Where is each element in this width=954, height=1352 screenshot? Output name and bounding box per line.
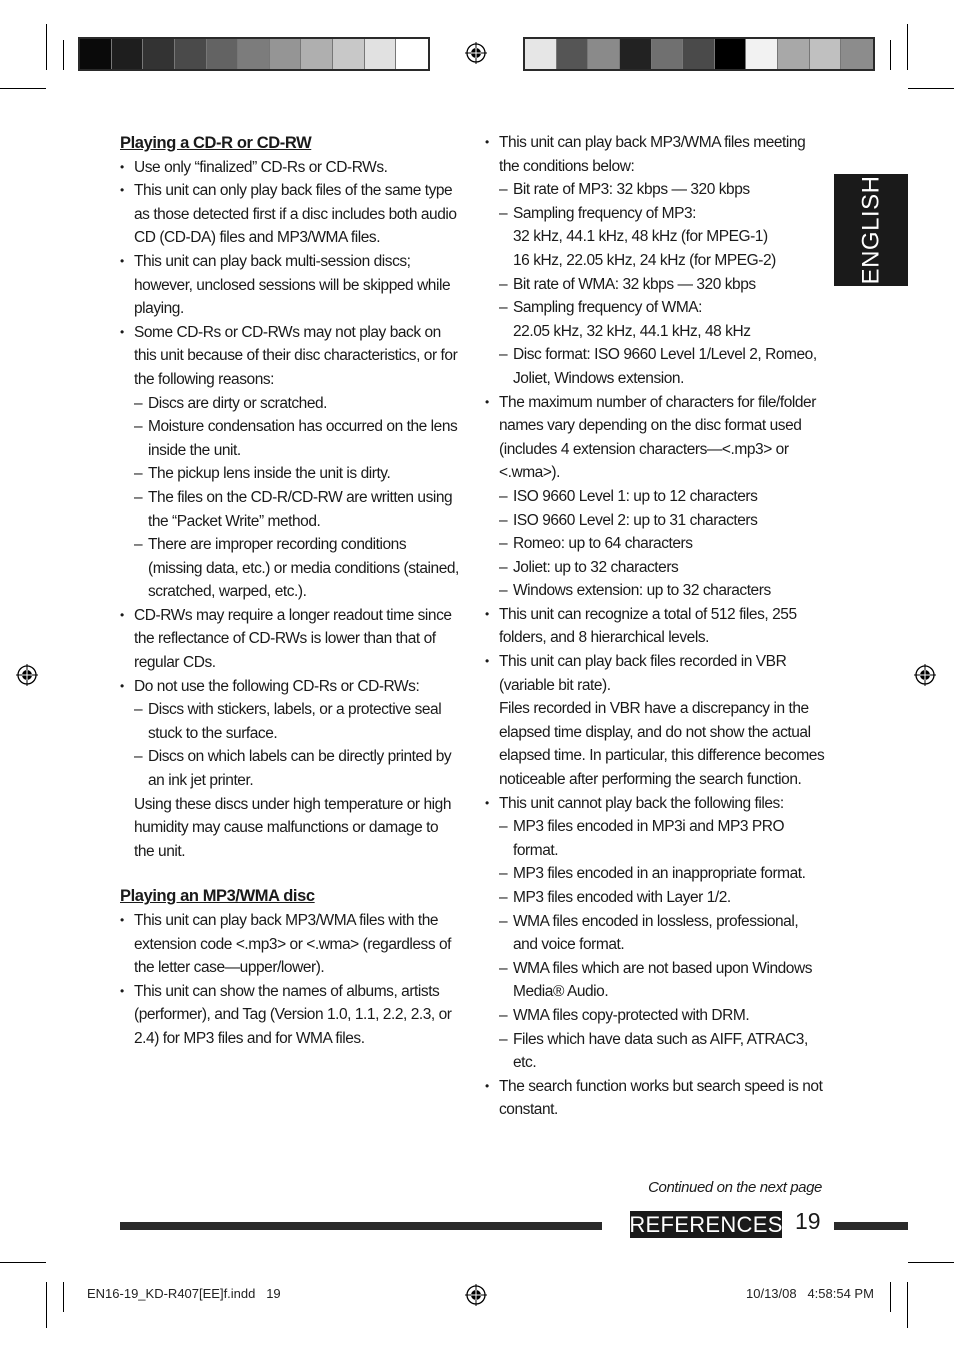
cd-r-list: [120, 156, 460, 864]
language-tab: [834, 174, 908, 286]
bullet-item: • This unit can play back multi-session discs; however, unclosed sessions will be skipped while playing.: [120, 250, 460, 321]
bullet-item: • This unit can recognize a total of 512 files, 255 folders, and 8 hierarchical levels.: [485, 603, 825, 650]
sub-item: – WMA files encoded in lossless, professional, and voice format.: [485, 910, 825, 957]
file-slug: EN16-19_KD-R407[EE]f.indd 19: [87, 1286, 281, 1301]
crop-mark: [0, 88, 46, 89]
crop-mark: [907, 1282, 908, 1328]
color-swatch: [396, 39, 428, 69]
color-calibration-bar-left: [78, 37, 430, 71]
sub-item: – Bit rate of MP3: 32 kbps — 320 kbps: [485, 178, 825, 202]
sub-item: – Files which have data such as AIFF, ATRAC3, etc.: [485, 1028, 825, 1075]
sub-item: – Romeo: up to 64 characters: [485, 532, 825, 556]
color-swatch: [238, 39, 270, 69]
color-swatch: [80, 39, 112, 69]
color-swatch: [652, 39, 684, 69]
crop-mark: [907, 24, 908, 70]
color-swatch: [270, 39, 302, 69]
bullet-item: • This unit can only play back files of the same type as those detected first if a disc includes both audio CD (CD-DA) files and MP3/WMA files.: [120, 179, 460, 250]
bullet-item: • This unit can play back MP3/WMA files with the extension code <.mp3> or <.wma> (regardless of the letter case—upper/lower).: [120, 909, 460, 980]
right-column: [485, 131, 825, 1122]
crop-mark: [890, 40, 891, 70]
sub-item: – MP3 files encoded with Layer 1/2.: [485, 886, 825, 910]
section-label: REFERENCES: [629, 1211, 783, 1237]
bullet-item: • The search function works but search speed is not constant.: [485, 1075, 825, 1122]
sub-item: – Discs on which labels can be directly printed by an ink jet printer.: [120, 745, 460, 792]
footer-rule: [120, 1222, 602, 1230]
sub-item: – MP3 files encoded in MP3i and MP3 PRO format.: [485, 815, 825, 862]
color-swatch: [778, 39, 810, 69]
sub-item: – WMA files copy-protected with DRM.: [485, 1004, 825, 1028]
color-swatch: [333, 39, 365, 69]
crop-mark: [0, 1262, 46, 1263]
sub-item: – Windows extension: up to 32 characters: [485, 579, 825, 603]
bullet-item: • This unit can play back files recorded in VBR (variable bit rate).: [485, 650, 825, 697]
color-swatch: [557, 39, 589, 69]
sub-item: – Sampling frequency of WMA:: [485, 296, 825, 320]
color-swatch: [683, 39, 715, 69]
sub-item: – Joliet: up to 32 characters: [485, 556, 825, 580]
sub-item: – There are improper recording conditions (missing data, etc.) or media conditions (stained, scratched, warped, etc.).: [120, 533, 460, 604]
continuation-text: 16 kHz, 22.05 kHz, 24 kHz (for MPEG-2): [513, 251, 776, 269]
page-number: 19: [795, 1208, 821, 1234]
sub-item: – Discs are dirty or scratched.: [120, 392, 460, 416]
sub-item: – Moisture condensation has occurred on the lens inside the unit.: [120, 415, 460, 462]
left-column: [120, 132, 460, 1051]
sub-item: – Sampling frequency of MP3:: [485, 202, 825, 226]
language-tab-label: ENGLISH: [857, 175, 884, 285]
footer-rule: [834, 1222, 908, 1230]
sub-item: – ISO 9660 Level 2: up to 31 characters: [485, 509, 825, 533]
mp3-conditions-list: [485, 131, 825, 1122]
sub-item: – Disc format: ISO 9660 Level 1/Level 2, Romeo, Joliet, Windows extension.: [485, 343, 825, 390]
crop-mark: [63, 40, 64, 70]
color-swatch: [207, 39, 239, 69]
registration-mark-icon: [16, 664, 38, 686]
sub-item: – WMA files which are not based upon Windows Media® Audio.: [485, 957, 825, 1004]
sub-item: – The files on the CD-R/CD-RW are written using the “Packet Write” method.: [120, 486, 460, 533]
continuation-text: 32 kHz, 44.1 kHz, 48 kHz (for MPEG-1): [513, 228, 768, 246]
bullet-item: • CD-RWs may require a longer readout time since the reflectance of CD-RWs is lower than that of regular CDs.: [120, 604, 460, 675]
bullet-item: • This unit cannot play back the following files:: [485, 792, 825, 816]
mp3-list: [120, 909, 460, 1051]
bullet-item: • Use only “finalized” CD-Rs or CD-RWs.: [120, 156, 460, 180]
color-swatch: [746, 39, 778, 69]
crop-mark: [46, 24, 47, 70]
sub-item: – The pickup lens inside the unit is dirty.: [120, 462, 460, 486]
sub-item: – Discs with stickers, labels, or a protective seal stuck to the surface.: [120, 698, 460, 745]
section-heading-mp3: Playing an MP3/WMA disc: [120, 887, 315, 906]
color-swatch: [143, 39, 175, 69]
bullet-item: • Do not use the following CD-Rs or CD-RWs:: [120, 675, 460, 699]
color-swatch: [588, 39, 620, 69]
bullet-item: • This unit can show the names of albums, artists (performer), and Tag (Version 1.0, 1.1, 2.2, 2.3, or 2.4) for MP3 files and for WMA files.: [120, 980, 460, 1051]
section-heading-cd-r: Playing a CD-R or CD-RW: [120, 134, 312, 152]
bullet-item: • This unit can play back MP3/WMA files meeting the conditions below:: [485, 131, 825, 178]
bullet-item: • Some CD-Rs or CD-RWs may not play back on this unit because of their disc characteristics, or for the following reasons:: [120, 321, 460, 392]
color-swatch: [175, 39, 207, 69]
color-calibration-bar-right: [523, 37, 875, 71]
sub-item: – ISO 9660 Level 1: up to 12 characters: [485, 485, 825, 509]
sub-item: – Bit rate of WMA: 32 kbps — 320 kbps: [485, 273, 825, 297]
color-swatch: [810, 39, 842, 69]
crop-mark: [890, 1282, 891, 1312]
print-timestamp: 10/13/08 4:58:54 PM: [746, 1286, 874, 1301]
registration-mark-icon: [465, 42, 487, 64]
registration-mark-icon: [914, 664, 936, 686]
continuation-text: Using these discs under high temperature or high humidity may cause malfunctions or damage to the unit.: [134, 795, 452, 860]
crop-mark: [46, 1282, 47, 1328]
crop-mark: [908, 1262, 954, 1263]
color-swatch: [301, 39, 333, 69]
color-swatch: [112, 39, 144, 69]
continued-note: Continued on the next page: [648, 1179, 822, 1196]
sub-item: – MP3 files encoded in an inappropriate format.: [485, 862, 825, 886]
continuation-text: 22.05 kHz, 32 kHz, 44.1 kHz, 48 kHz: [513, 322, 751, 340]
continuation-text: Files recorded in VBR have a discrepancy in the elapsed time display, and do not show the actual elapsed time. In particular, this difference becomes noticeable after performing the search function.: [499, 700, 825, 789]
bullet-item: • The maximum number of characters for file/folder names vary depending on the disc format used (includes 4 extension characters—<.mp3> or <.wma>).: [485, 391, 825, 485]
registration-mark-icon: [465, 1284, 487, 1306]
color-swatch: [620, 39, 652, 69]
crop-mark: [908, 88, 954, 89]
crop-mark: [63, 1282, 64, 1312]
color-swatch: [525, 39, 557, 69]
color-swatch: [365, 39, 397, 69]
color-swatch: [715, 39, 747, 69]
color-swatch: [841, 39, 873, 69]
